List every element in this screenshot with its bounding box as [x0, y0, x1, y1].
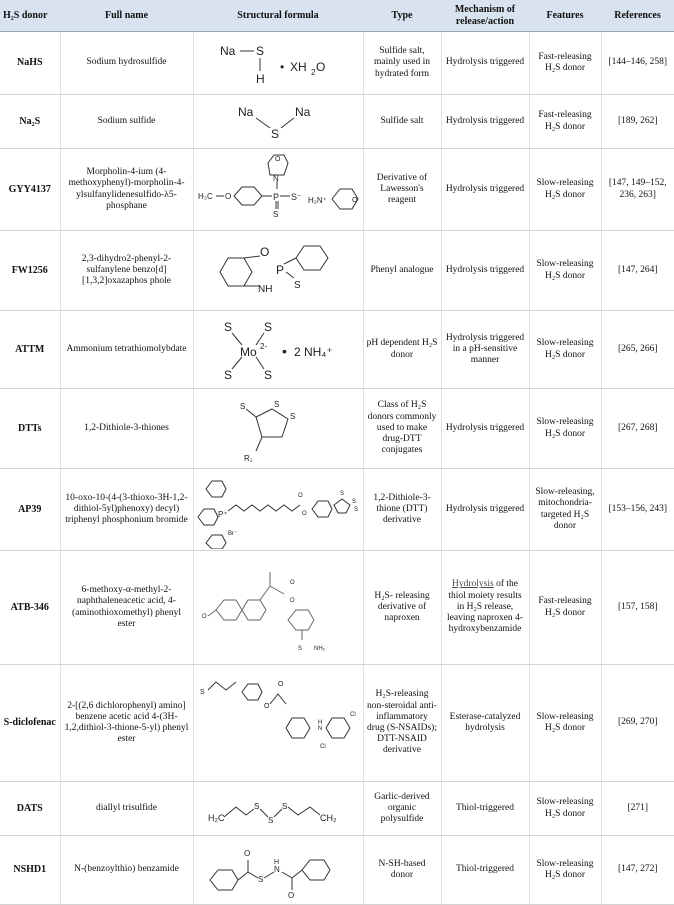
type-cell: N-SH-based donor — [363, 836, 441, 905]
name-cell: Sodium sulfide — [60, 95, 193, 149]
type-cell: pH dependent H₂S donor — [363, 311, 441, 389]
features-cell: Slow-releasing H₂S donor — [529, 311, 601, 389]
dtt-structure — [198, 391, 358, 467]
svg-text:S: S — [273, 209, 279, 219]
type-cell: Class of H₂S donors commonly used to make drug-DTT conjugates — [363, 389, 441, 469]
features-cell: Slow-releasing, mitochondria-targeted H₂S donor — [529, 469, 601, 551]
svg-text:O: O — [260, 244, 270, 259]
table-row — [0, 782, 674, 836]
donor-cell: FW1256 — [0, 231, 60, 311]
references-cell: [267, 268] — [601, 389, 674, 469]
svg-text:Na: Na — [238, 104, 254, 119]
table-row — [0, 389, 674, 469]
svg-text:Br⁻: Br⁻ — [227, 530, 237, 537]
atb346-structure — [194, 554, 362, 662]
svg-text:S: S — [294, 279, 301, 291]
formula-cell — [193, 32, 363, 95]
type-cell: H₂S-releasing non-steroidal anti-inflammatory drug (S-NSAIDs); DTT-NSAID derivative — [363, 665, 441, 782]
mechanism-text: of the thiol moiety results in H₂S release, leaving naproxen 4-hydroxybenzamide — [447, 579, 523, 635]
references-cell: [144–146, 258] — [601, 32, 674, 95]
donor-cell: GYY4137 — [0, 149, 60, 231]
svg-text:O: O — [202, 613, 207, 620]
svg-text:S: S — [339, 490, 344, 497]
name-cell: 6-methoxy-α-methyl-2-naphthaleneacetic acid, 4-(aminothioxomethyl) phenyl ester — [60, 551, 193, 665]
mechanism-cell: Hydrolysis triggered in a pH-sensitive manner — [441, 311, 529, 389]
svg-text:O: O — [278, 681, 284, 688]
header-features: Features — [529, 0, 601, 32]
svg-text:2: 2 — [311, 68, 316, 77]
donor-cell: NSHD1 — [0, 836, 60, 905]
name-cell: Ammonium tetrathiomolybdate — [60, 311, 193, 389]
features-cell: Slow-releasing H₂S donor — [529, 836, 601, 905]
svg-text:H₃C: H₃C — [198, 191, 213, 201]
svg-text:•: • — [282, 342, 287, 359]
svg-text:S: S — [298, 645, 303, 652]
ap39-structure — [194, 471, 364, 549]
mechanism-cell: Hydrolysis triggered — [441, 95, 529, 149]
svg-text:S: S — [264, 319, 273, 334]
references-cell: [189, 262] — [601, 95, 674, 149]
svg-text:N: N — [274, 865, 280, 874]
svg-text:•: • — [280, 60, 285, 74]
svg-text:S: S — [258, 875, 264, 884]
nshd1-structure — [194, 838, 362, 902]
svg-text:Mo: Mo — [240, 344, 257, 359]
donor-cell: NaHS — [0, 32, 60, 95]
svg-text:S: S — [224, 367, 233, 382]
svg-text:2-: 2- — [260, 341, 268, 351]
mechanism-cell: Thiol-triggered — [441, 836, 529, 905]
name-cell: diallyl trisulfide — [60, 782, 193, 836]
table-row — [0, 665, 674, 782]
na2s-structure — [198, 98, 358, 146]
svg-text:S: S — [256, 44, 265, 58]
mechanism-cell: Hydrolysis triggered — [441, 149, 529, 231]
features-cell: Slow-releasing H₂S donor — [529, 782, 601, 836]
mechanism-cell: Hydrolysis triggered — [441, 469, 529, 551]
svg-text:O: O — [225, 191, 232, 201]
type-cell: Sulfide salt — [363, 95, 441, 149]
svg-text:O: O — [290, 597, 295, 604]
type-cell: H₂S- releasing derivative of naproxen — [363, 551, 441, 665]
svg-text:S: S — [290, 411, 296, 421]
donor-cell: S-diclofenac — [0, 665, 60, 782]
mechanism-cell: Thiol-triggered — [441, 782, 529, 836]
svg-text:S: S — [274, 399, 280, 409]
svg-text:2 NH₄⁺: 2 NH₄⁺ — [294, 344, 333, 359]
header-full-name: Full name — [60, 0, 193, 32]
svg-text:S: S — [268, 815, 274, 825]
table-row — [0, 469, 674, 551]
type-cell: Sulfide salt, mainly used in hydrated form — [363, 32, 441, 95]
references-cell: [153–156, 243] — [601, 469, 674, 551]
table-row — [0, 32, 674, 95]
svg-text:H: H — [274, 859, 280, 866]
formula-cell — [193, 231, 363, 311]
svg-text:O: O — [290, 579, 295, 586]
dats-structure — [194, 785, 362, 833]
svg-text:S: S — [264, 367, 273, 382]
svg-text:O: O — [288, 891, 295, 900]
svg-text:S: S — [224, 319, 233, 334]
donor-cell: ATB-346 — [0, 551, 60, 665]
svg-text:S: S — [282, 801, 288, 811]
features-cell: Fast-releasing H₂S donor — [529, 551, 601, 665]
svg-text:Na: Na — [220, 44, 236, 58]
name-cell: 1,2-Dithiole-3-thiones — [60, 389, 193, 469]
attm-structure — [198, 313, 358, 387]
references-cell: [265, 266] — [601, 311, 674, 389]
svg-text:NH₂: NH₂ — [314, 645, 325, 652]
svg-text:Cl: Cl — [350, 712, 356, 718]
type-cell: Derivative of Lawesson's reagent — [363, 149, 441, 231]
name-cell: N-(benzoylthio) benzamide — [60, 836, 193, 905]
references-cell: [269, 270] — [601, 665, 674, 782]
svg-text:H₂N⁺: H₂N⁺ — [308, 195, 327, 205]
name-cell: 2-[(2,6 dichlorophenyl) amino] benzene acetic acid 4-(3H-1,2,dithiol-3-thione-5-yl) phenyl ester — [60, 665, 193, 782]
table-row — [0, 311, 674, 389]
formula-cell — [193, 469, 363, 551]
svg-text:S: S — [254, 801, 260, 811]
svg-text:H: H — [256, 72, 265, 86]
formula-cell — [193, 665, 363, 782]
svg-text:O: O — [316, 60, 326, 74]
svg-text:Cl: Cl — [320, 744, 326, 750]
header-mechanism: Mechanism of release/action — [441, 0, 529, 32]
nahs-structure — [198, 35, 358, 91]
mechanism-cell: Hydrolysis triggered — [441, 32, 529, 95]
type-cell: Garlic-derived organic polysulfide — [363, 782, 441, 836]
header-references: References — [601, 0, 674, 32]
svg-text:H₂C: H₂C — [208, 812, 225, 823]
formula-cell — [193, 95, 363, 149]
svg-text:N: N — [318, 726, 323, 732]
table-row — [0, 95, 674, 149]
references-cell: [147, 264] — [601, 231, 674, 311]
svg-text:S: S — [351, 498, 356, 505]
donor-cell: Na₂S — [0, 95, 60, 149]
formula-cell — [193, 782, 363, 836]
references-cell: [157, 158] — [601, 551, 674, 665]
donor-cell: DTTs — [0, 389, 60, 469]
svg-text:H: H — [318, 720, 323, 726]
donor-cell: DATS — [0, 782, 60, 836]
svg-text:O: O — [297, 492, 303, 499]
references-cell: [147, 149–152, 236, 263] — [601, 149, 674, 231]
svg-text:N: N — [273, 173, 279, 183]
features-cell: Slow-releasing H₂S donor — [529, 231, 601, 311]
svg-text:R₁: R₁ — [244, 453, 253, 463]
mechanism-cell: Hydrolysis triggered — [441, 231, 529, 311]
features-cell: Slow-releasing H₂S donor — [529, 389, 601, 469]
svg-text:XH: XH — [290, 60, 307, 74]
svg-text:P: P — [273, 191, 280, 202]
formula-cell — [193, 389, 363, 469]
formula-cell — [193, 836, 363, 905]
svg-text:S: S — [353, 506, 358, 513]
formula-cell — [193, 311, 363, 389]
svg-text:O: O — [264, 703, 270, 710]
mechanism-cell — [441, 551, 529, 665]
svg-text:S⁻: S⁻ — [291, 191, 302, 202]
table-row — [0, 231, 674, 311]
donor-cell: ATTM — [0, 311, 60, 389]
svg-text:O: O — [352, 196, 358, 204]
type-cell: 1,2-Dithiole-3-thione (DTT) derivative — [363, 469, 441, 551]
table-row — [0, 551, 674, 665]
features-cell: Fast-releasing H₂S donor — [529, 95, 601, 149]
header-row — [0, 0, 674, 32]
svg-text:P: P — [276, 262, 285, 277]
svg-text:O: O — [275, 155, 281, 163]
name-cell: 2,3-dihydro2-phenyl-2-sulfanylene benzo[d][1,3,2]oxazaphos phole — [60, 231, 193, 311]
table-row — [0, 149, 674, 231]
s-diclofenac-structure — [194, 668, 362, 778]
header-donor: H₂S donor — [0, 0, 60, 32]
name-cell: Morpholin-4-ium (4-methoxyphenyl)-morpholin-4-ylsulfanylidenesulfido-λ5-phosphane — [60, 149, 193, 231]
svg-text:Na: Na — [295, 104, 311, 119]
svg-text:S: S — [271, 126, 280, 141]
header-structural-formula: Structural formula — [193, 0, 363, 32]
header-type: Type — [363, 0, 441, 32]
mechanism-cell: Esterase-catalyzed hydrolysis — [441, 665, 529, 782]
svg-text:O: O — [244, 849, 251, 858]
svg-text:O: O — [301, 510, 307, 517]
features-cell: Fast-releasing H₂S donor — [529, 32, 601, 95]
table-row — [0, 836, 674, 905]
features-cell: Slow-releasing H₂S donor — [529, 665, 601, 782]
hydrolysis-link[interactable]: Hydrolysis — [452, 579, 494, 590]
svg-text:P⁺: P⁺ — [217, 509, 228, 519]
gyy4137-structure — [194, 151, 362, 229]
name-cell: Sodium hydrosulfide — [60, 32, 193, 95]
svg-text:NH: NH — [258, 283, 273, 295]
formula-cell — [193, 149, 363, 231]
features-cell: Slow-releasing H₂S donor — [529, 149, 601, 231]
formula-cell — [193, 551, 363, 665]
svg-text:S: S — [200, 689, 205, 696]
fw1256-structure — [198, 234, 358, 308]
references-cell: [271] — [601, 782, 674, 836]
mechanism-cell: Hydrolysis triggered — [441, 389, 529, 469]
name-cell: 10-oxo-10-(4-(3-thioxo-3H-1,2-dithiol-5yl)phenoxy) decyl) triphenyl phosphonium bromide — [60, 469, 193, 551]
donor-cell: AP39 — [0, 469, 60, 551]
references-cell: [147, 272] — [601, 836, 674, 905]
type-cell: Phenyl analogue — [363, 231, 441, 311]
svg-text:CH₂: CH₂ — [320, 812, 337, 823]
svg-text:S: S — [240, 401, 246, 411]
